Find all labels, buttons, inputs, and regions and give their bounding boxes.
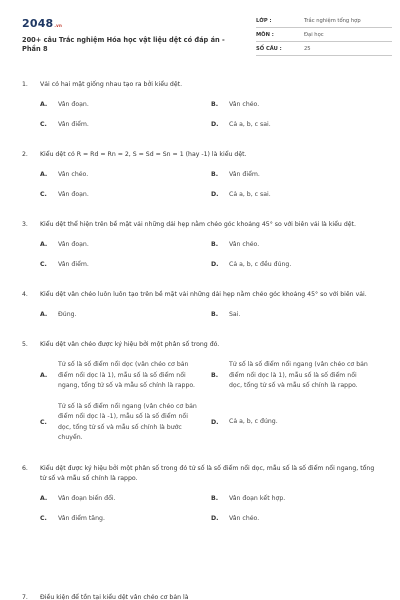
question-text: Kiểu dệt vân chéo luôn luôn tạo trên bề mặt vải những dải hẹp nằm chéo góc khoảng 45° so với biên vải. (40, 291, 367, 298)
option-text: Vân chéo. (229, 101, 260, 108)
option-text: Sai. (229, 311, 241, 318)
option-letter: B. (211, 494, 219, 502)
option-text: Tử số là số điểm nổi ngang (vân chéo cơ bản điểm nổi dọc là -1), mẫu số là số điểm nổi dọc, tổng tử số và mẫu số chính là bước chuyển. (58, 402, 197, 441)
answer-option[interactable] (211, 494, 382, 504)
question (22, 80, 382, 140)
answer-option[interactable] (211, 402, 382, 444)
option-text: Tử số là số điểm nổi dọc (vân chéo cơ bản điểm nổi dọc là 1), mẫu số là số điểm nổi ngang, tổng tử số và mẫu số chính là rappo. (58, 361, 196, 389)
meta-row-class (256, 14, 392, 28)
answer-option[interactable] (40, 514, 211, 524)
question-list (22, 80, 382, 544)
question-number: 1. (22, 81, 28, 88)
option-text: Vân điểm. (58, 261, 89, 268)
option-text: Vân chéo. (58, 171, 89, 178)
meta-key: MÔN : (256, 32, 274, 38)
option-letter: D. (211, 261, 219, 268)
option-text: Cả a, b, c đúng. (229, 418, 278, 426)
answer-option[interactable] (40, 402, 211, 444)
option-letter: B. (211, 171, 219, 178)
question-number: 4. (22, 291, 28, 298)
answer-option[interactable] (40, 120, 211, 130)
answer-option[interactable] (211, 170, 382, 180)
question (22, 464, 382, 534)
question-number: 2. (22, 151, 28, 158)
answer-option[interactable] (40, 310, 211, 320)
option-letter: A. (40, 171, 48, 178)
question-number: 6. (22, 464, 28, 472)
question-text: Kiểu dệt thể hiện trên bề mặt vải những dải hẹp nằm chéo góc khoảng 45° so với biên vải là kiểu dệt. (40, 221, 356, 228)
question-number: 5. (22, 341, 28, 348)
site-logo[interactable] (22, 17, 62, 30)
option-letter: C. (40, 514, 47, 522)
option-letter: C. (40, 121, 47, 128)
logo-text: 2048 (22, 17, 54, 30)
option-letter: D. (211, 418, 219, 426)
option-letter: B. (211, 101, 219, 108)
option-text: Vân điểm tăng. (58, 514, 105, 522)
answer-option[interactable] (40, 190, 211, 200)
option-letter: A. (40, 241, 48, 248)
option-letter: D. (211, 121, 219, 128)
question-text: Kiểu dệt được ký hiệu bởi một phân số trong đó tử số là số điểm nổi dọc, mẫu số là số điểm nổi ngang, tổng tử số và mẫu số chính là rappo. (40, 464, 375, 482)
question (22, 220, 382, 280)
question-cut-off (22, 593, 382, 600)
option-text: Vân đoạn. (58, 191, 89, 198)
answer-option[interactable] (40, 170, 211, 180)
question-text: Điều kiện để tồn tại kiểu dệt vân chéo cơ bản là (40, 594, 189, 600)
option-text: Vân đoạn biến đổi. (58, 494, 116, 502)
question-number: 3. (22, 221, 28, 228)
question-text: Kiểu dệt có R = Rd = Rn = 2, S = Sd = Sn = 1 (hay -1) là kiểu dệt. (40, 151, 247, 158)
option-text: Tử số là số điểm nổi ngang (vân chéo cơ bản điểm nổi dọc là 1), mẫu số là số điểm nổi dọc, tổng tử số và mẫu số chính là rappo. (229, 361, 368, 389)
answer-option[interactable] (211, 120, 382, 130)
meta-row-count (256, 42, 392, 56)
answer-option[interactable] (40, 100, 211, 110)
option-letter: C. (40, 261, 47, 268)
answer-option[interactable] (211, 100, 382, 110)
answer-option[interactable] (211, 190, 382, 200)
meta-value: 25 (304, 46, 311, 52)
option-text: Vân chéo. (229, 241, 260, 248)
option-letter: A. (40, 494, 48, 502)
option-letter: A. (40, 101, 48, 108)
answer-option[interactable] (211, 310, 382, 320)
option-text: Vân chéo. (229, 514, 260, 522)
option-text: Vân điểm. (229, 171, 260, 178)
question (22, 150, 382, 210)
option-text: Cả a, b, c sai. (229, 191, 271, 198)
option-text: Vân điểm. (58, 121, 89, 128)
option-text: Cả a, b, c sai. (229, 121, 271, 128)
meta-value: Đại học (304, 32, 324, 38)
question-text: Vải có hai mặt giống nhau tạo ra bởi kiểu dệt. (40, 81, 183, 88)
answer-option[interactable] (211, 240, 382, 250)
answer-option[interactable] (40, 240, 211, 250)
answer-option[interactable] (40, 360, 211, 392)
meta-row-subject (256, 28, 392, 42)
option-letter: C. (40, 418, 47, 426)
option-letter: B. (211, 371, 219, 379)
option-text: Cả a, b, c đều đúng. (229, 261, 292, 268)
answer-option[interactable] (211, 260, 382, 270)
question (22, 290, 382, 330)
question-text: Kiểu dệt vân chéo được ký hiệu bởi một phân số trong đó. (40, 341, 220, 348)
option-text: Vân đoạn. (58, 101, 89, 108)
option-text: Vân đoạn. (58, 241, 89, 248)
option-letter: A. (40, 311, 48, 318)
option-letter: B. (211, 311, 219, 318)
meta-key: LỚP : (256, 18, 272, 24)
option-letter: D. (211, 514, 219, 522)
option-letter: B. (211, 241, 219, 248)
option-text: Vân đoạn kết hợp. (229, 494, 286, 502)
answer-option[interactable] (211, 360, 382, 392)
answer-option[interactable] (211, 514, 382, 524)
answer-option[interactable] (40, 494, 211, 504)
document-title: 200+ câu Trắc nghiệm Hóa học vật liệu dệt có đáp án - Phần 8 (22, 36, 225, 53)
meta-table (256, 14, 392, 56)
logo-suffix: .vn (54, 23, 62, 28)
meta-key: SỐ CÂU : (256, 46, 282, 52)
meta-value: Trắc nghiệm tổng hợp (304, 18, 361, 24)
question (22, 340, 382, 454)
document-header (22, 14, 382, 62)
option-letter: C. (40, 191, 47, 198)
question-number: 7. (22, 594, 28, 600)
answer-option[interactable] (40, 260, 211, 270)
option-letter: A. (40, 371, 48, 379)
option-letter: D. (211, 191, 219, 198)
option-text: Đúng. (58, 311, 77, 318)
